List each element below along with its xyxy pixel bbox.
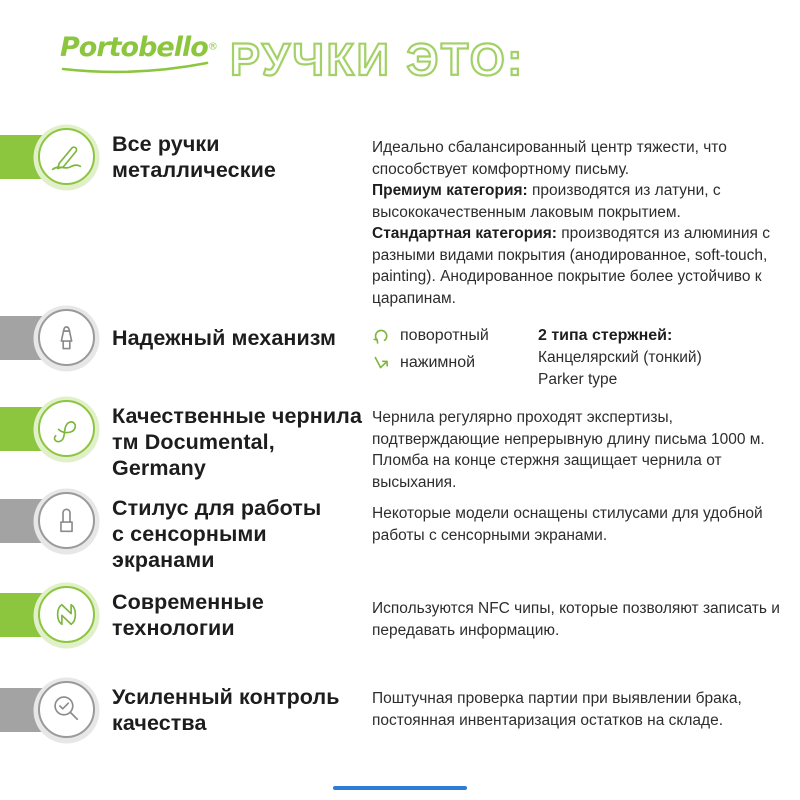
mechanism-options — [372, 325, 538, 391]
brand-name: Portobello — [60, 32, 208, 63]
description-bold-leadin: Премиум категория: — [372, 182, 528, 199]
description-paragraph — [372, 137, 780, 180]
rotate-icon — [372, 327, 390, 345]
footer-indicator-bar — [333, 786, 467, 790]
description-paragraph — [372, 223, 780, 309]
svg-text:РУЧКИ ЭТО:: РУЧКИ ЭТО: — [230, 34, 525, 85]
logo-swoosh-icon — [60, 61, 210, 75]
feature-icon-circle — [38, 128, 95, 185]
page-title — [228, 26, 558, 92]
ink-swirl-icon — [48, 410, 85, 447]
feature-description — [372, 137, 780, 309]
feature-title: Стилус для работы с сенсорными экранами — [112, 496, 322, 572]
description-text: Некоторые модели оснащены стилусами для удобной работы с сенсорными экранами. — [372, 505, 763, 544]
feature-description — [372, 598, 780, 641]
feature-title: Надежный механизм — [112, 326, 337, 350]
description-paragraph — [372, 503, 780, 546]
magnifier-check-icon — [48, 691, 85, 728]
pen-nib-icon — [48, 319, 85, 356]
feature-description — [372, 688, 780, 731]
refill-type-item: Канцелярский (тонкий) — [538, 348, 702, 366]
feature-description — [372, 503, 780, 546]
description-text: Идеально сбалансированный центр тяжести, что способствует комфортному письму. — [372, 139, 727, 178]
description-bold-leadin: Стандартная категория: — [372, 225, 557, 242]
brand-logo — [60, 32, 220, 75]
feature-icon-circle — [38, 309, 95, 366]
description-paragraph — [372, 180, 780, 223]
mechanism-info — [372, 325, 780, 391]
refill-types-heading: 2 типа стержней: — [538, 327, 673, 344]
description-text: Чернила регулярно проходят экспертизы, подтверждающие непрерывную длину письма 1000 м. Пломба на конце стержня защищает чернила от высыхания. — [372, 409, 765, 491]
mechanism-option-label: поворотный — [400, 326, 489, 344]
nfc-icon — [48, 596, 85, 633]
description-paragraph — [372, 407, 780, 493]
description-text: производятся из латуни, с высококачественным лаковым покрытием. — [372, 182, 721, 221]
description-text: производятся из алюминия с разными видами покрытия (анодированное, soft-touch, painting). Анодированное покрытие более устойчиво к царапинам. — [372, 225, 770, 307]
refill-type-item: Parker type — [538, 370, 618, 388]
press-arrow-icon — [372, 354, 390, 372]
pen-writing-icon — [48, 138, 85, 175]
mechanism-option-label: нажимной — [400, 353, 476, 371]
feature-icon-circle — [38, 681, 95, 738]
description-text: Используются NFC чипы, которые позволяют записать и передавать информацию. — [372, 600, 780, 639]
feature-title: Все ручки металлические — [112, 132, 276, 182]
feature-icon-circle — [38, 586, 95, 643]
feature-description — [372, 407, 780, 493]
refill-types — [538, 325, 780, 391]
mechanism-option — [372, 352, 538, 373]
feature-title: Качественные чернила тм Documental, Germany — [112, 404, 362, 480]
mechanism-option — [372, 325, 538, 346]
description-paragraph — [372, 598, 780, 641]
feature-title: Современные технологии — [112, 590, 264, 640]
feature-title: Усиленный контроль качества — [112, 685, 340, 735]
feature-description — [372, 325, 780, 391]
registered-trademark-icon: ® — [207, 41, 218, 53]
description-paragraph — [372, 688, 780, 731]
feature-icon-circle — [38, 400, 95, 457]
description-text: Поштучная проверка партии при выявлении брака, постоянная инвентаризация остатков на складе. — [372, 690, 742, 729]
stylus-icon — [48, 502, 85, 539]
feature-icon-circle — [38, 492, 95, 549]
